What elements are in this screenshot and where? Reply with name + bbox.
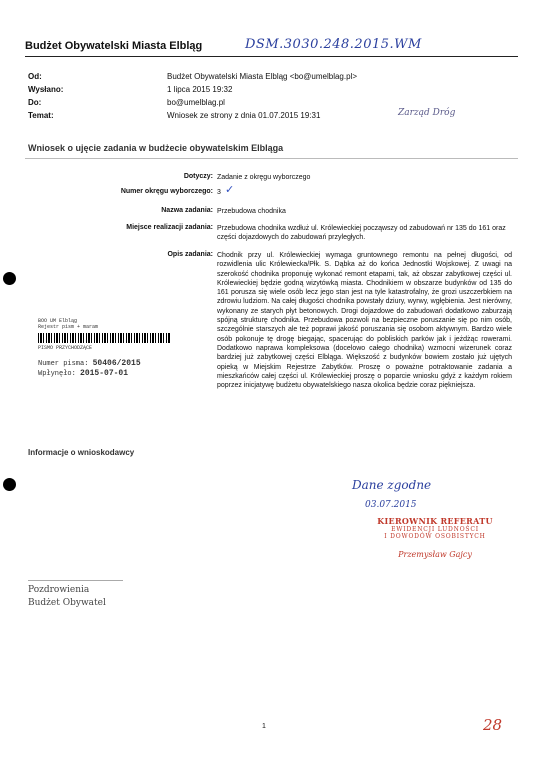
subject-value: Wniosek ze strony z dnia 01.07.2015 19:31 — [167, 111, 321, 120]
miejsce-label: Miejsce realizacji zadania: — [126, 224, 213, 231]
subject-label: Temat: — [28, 111, 54, 120]
stamp-date-value: 2015-07-01 — [80, 369, 129, 378]
official-stamp — [370, 516, 500, 559]
closing-greeting: Pozdrowienia — [28, 585, 90, 595]
stamp-number-value: 50406/2015 — [92, 359, 141, 368]
to-label: Do: — [28, 98, 42, 107]
official-stamp-line-1: KIEROWNIK REFERATU — [377, 516, 493, 526]
handwritten-department-note: Zarząd Dróg — [398, 108, 456, 118]
stamp-kind: PISMO PRZYCHODZĄCE — [38, 345, 93, 351]
from-value: Budżet Obywatelski Miasta Elbląg <bo@umelblag.pl> — [167, 72, 357, 81]
stamp-number-label: Numer pisma: — [38, 360, 89, 368]
okreg-label: Numer okręgu wyborczego: — [120, 188, 213, 195]
official-stamp-signatory: Przemysław Gajcy — [398, 550, 472, 559]
to-value: bo@umelblag.pl — [167, 98, 225, 107]
stamp-line-1: BOO UM Elbląg — [38, 318, 78, 324]
document-title: Budżet Obywatelski Miasta Elbląg — [25, 40, 203, 52]
handwritten-reference-number: DSM.3030.248.2015.WM — [245, 37, 422, 52]
applicant-info-title: Informacje o wnioskodawcy — [28, 448, 135, 457]
registry-stamp — [38, 318, 173, 384]
handwritten-approval-date: 03.07.2015 — [365, 500, 417, 510]
nazwa-value: Przebudowa chodnika — [217, 208, 286, 215]
stamp-date-label: Wpłynęło: — [38, 370, 76, 378]
opis-value: Chodnik przy ul. Królewieckiej wymaga gruntownego remontu na pełnej długości, od rozwidlenia ulic Królewiecka/Płk. S. Dąbka aż do końca Jednostki Wojskowej. Z uwagi na szerokość chodnika proponuję wykonać remont etapami, tak, aż obszar zabytkowej części ul. Królewieckiej będzie godną wizytówką miasta. Chodnikiem w obszarze budynków od 135 do 161 porusza się wiele osób lecz jego stan jest na tyle katastrofalny, że grozi uszczerbkiem na zdrowiu ludziom. Na całej długości chodnika powstały dziury, wyrwy, wgłębienia. Jest nierówny, wykonany ze starych płyt betonowych. Drogi dojazdowe do zabudowań dodatkowo zaburzają spójną strukturę chodnika. Przebudowa pozwoli na bezpieczne poruszanie się po nim osób, szczególnie starszych ale też poprawi jakość poruszania się osobom aktywnym. Bardzo wiele osób pokonuje tę drogę biegając, spacerując do pobliskich parków jak i jeżdżąc rowerami. Dodatkowo naprawa kompleksowa (docelowo całego chodnika) wzmocni wizerunek coraz bardziej już zabytkowej części Elbląga. Większość z budynków bowiem zostało już ujętych opieką w Miejskim Rejestrze Zabytków. Proszę o poważne potraktowanie zadania a mieszkańców całej części ul. Królewieckiej proszę o poparcie wniosku gdyż z każdym rokiem poprzez inicjatywę budżetu obywatelskiego nasza okolica będzie coraz piękniejsza. — [217, 252, 512, 390]
header-divider — [25, 56, 518, 57]
sent-value: 1 lipca 2015 19:32 — [167, 85, 233, 94]
opis-label: Opis zadania: — [167, 251, 213, 258]
official-stamp-line-2: EWIDENCJI LUDNOŚCI — [391, 526, 479, 533]
dotyczy-label: Dotyczy: — [183, 173, 213, 180]
page-number: 1 — [262, 723, 266, 730]
section-title: Wniosek o ujęcie zadania w budżecie obywatelskim Elbląga — [28, 143, 284, 153]
closing-divider — [28, 580, 123, 581]
punch-hole-top — [3, 272, 16, 285]
barcode — [38, 333, 170, 343]
check-mark-icon: ✓ — [225, 184, 235, 196]
handwritten-sheet-number: 28 — [483, 716, 503, 734]
stamp-line-2: Rejestr pism + maram — [38, 324, 99, 330]
nazwa-label: Nazwa zadania: — [161, 207, 213, 214]
miejsce-value: Przebudowa chodnika wzdłuż ul. Królewieckiej począwszy od zabudowań nr 135 do 161 oraz części dojazdowych do zabudowań przyległych. — [217, 225, 506, 241]
handwritten-approval: Dane zgodne — [352, 478, 432, 492]
punch-hole-bottom — [3, 478, 16, 491]
sent-label: Wysłano: — [28, 85, 64, 94]
closing-sender: Budżet Obywatel — [28, 598, 106, 608]
from-label: Od: — [28, 72, 42, 81]
dotyczy-value: Zadanie z okręgu wyborczego — [217, 174, 311, 181]
official-stamp-line-3: I DOWODÓW OSOBISTYCH — [384, 533, 486, 540]
section-divider — [25, 158, 518, 159]
okreg-value: 3 — [217, 189, 221, 196]
